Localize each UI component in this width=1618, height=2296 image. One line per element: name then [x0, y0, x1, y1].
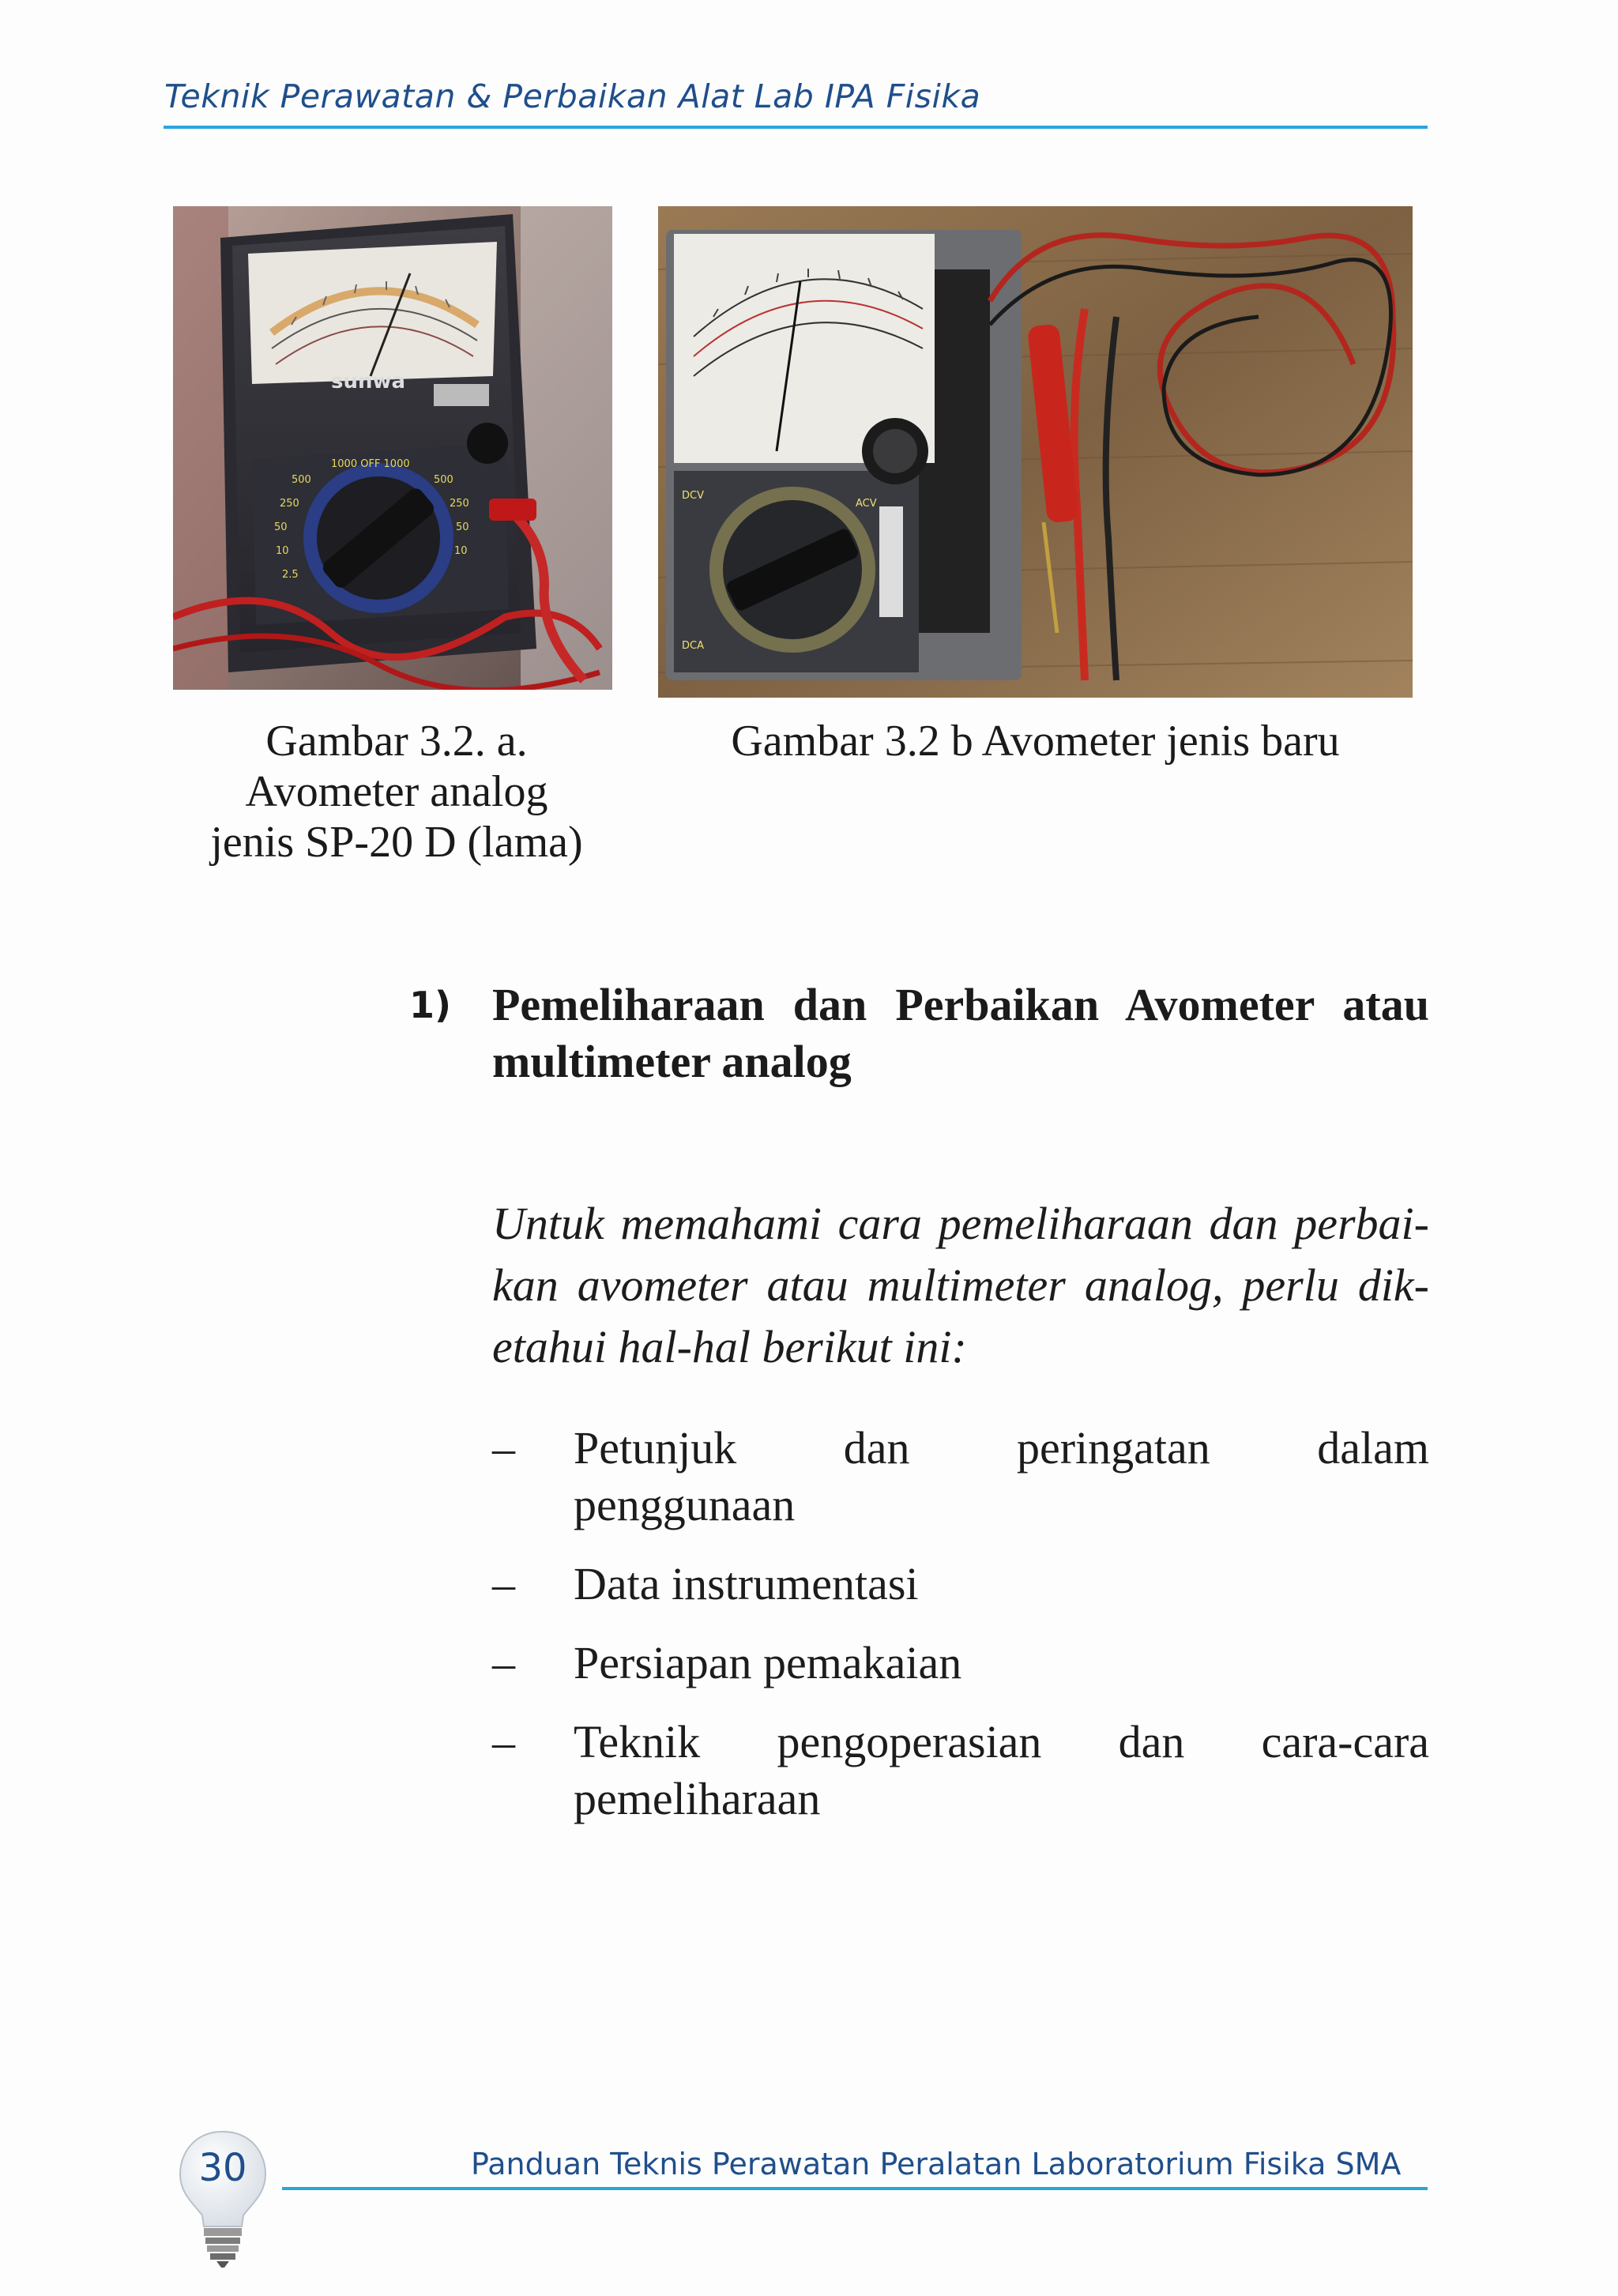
page-number: 30 [198, 2146, 247, 2190]
list-item [492, 1420, 1429, 1534]
figure-b-caption: Gambar 3.2 b Avometer jenis baru [731, 717, 1340, 766]
section-number: 1) [409, 984, 452, 1026]
figure-a-caption-line: Avometer analog [245, 767, 548, 816]
figure-a-caption-line: jenis SP-20 D (lama) [210, 818, 583, 867]
footer-rule [282, 2187, 1428, 2190]
svg-text:10: 10 [454, 545, 468, 557]
sunwa-brand-text: sunwa [331, 370, 406, 393]
list-item [492, 1635, 1429, 1692]
list-item-text: Persiapan pemakaian [574, 1637, 962, 1688]
analog-multimeter-old-illustration [173, 206, 612, 690]
requirements-list [492, 1420, 1429, 1850]
dash-bullet: – [492, 1422, 515, 1474]
dash-bullet: – [492, 1637, 515, 1688]
analog-multimeter-new-illustration [658, 206, 1413, 698]
svg-text:250: 250 [280, 498, 299, 510]
running-footer: Panduan Teknis Perawatan Peralatan Laboratorium Fisika SMA [471, 2147, 1402, 2181]
dash-bullet: – [492, 1716, 515, 1767]
svg-text:DCV: DCV [682, 490, 704, 502]
list-item [492, 1556, 1429, 1613]
list-item-line: pemeliharaan [574, 1773, 821, 1824]
list-item-line: penggunaan [574, 1479, 796, 1530]
svg-text:500: 500 [292, 474, 311, 486]
running-header: Teknik Perawatan & Perbaikan Alat Lab IPA Fisika [164, 77, 981, 115]
svg-text:10: 10 [276, 545, 289, 557]
figure-a-photo [173, 206, 612, 690]
list-item-line: Petunjuk dan peringatan dalam [574, 1422, 1429, 1474]
dash-bullet: – [492, 1558, 515, 1609]
figure-a-caption [173, 716, 620, 868]
header-rule [164, 126, 1428, 129]
svg-text:50: 50 [274, 521, 288, 533]
list-item [492, 1714, 1429, 1827]
svg-text:2.5: 2.5 [282, 569, 299, 581]
svg-text:1000 OFF 1000: 1000 OFF 1000 [331, 458, 410, 470]
list-item-text: Data instrumentasi [574, 1558, 919, 1609]
svg-text:250: 250 [450, 498, 469, 510]
figure-b-photo [658, 206, 1413, 698]
section-intro: Untuk memahami cara pemeliharaan dan perbai-kan avometer atau multimeter analog, perlu dik-etahui hal-hal berikut ini: [492, 1198, 1429, 1372]
svg-text:500: 500 [434, 474, 453, 486]
svg-text:ACV: ACV [856, 498, 877, 510]
list-item-line: Teknik pengoperasian dan cara-cara [574, 1716, 1429, 1767]
svg-text:50: 50 [456, 521, 469, 533]
figure-a-caption-line: Gambar 3.2. a. [265, 717, 528, 766]
section-title: Pemeliharaan dan Perbaikan Avometer atau multimeter analog [492, 979, 1429, 1087]
svg-text:DCA: DCA [682, 640, 704, 652]
